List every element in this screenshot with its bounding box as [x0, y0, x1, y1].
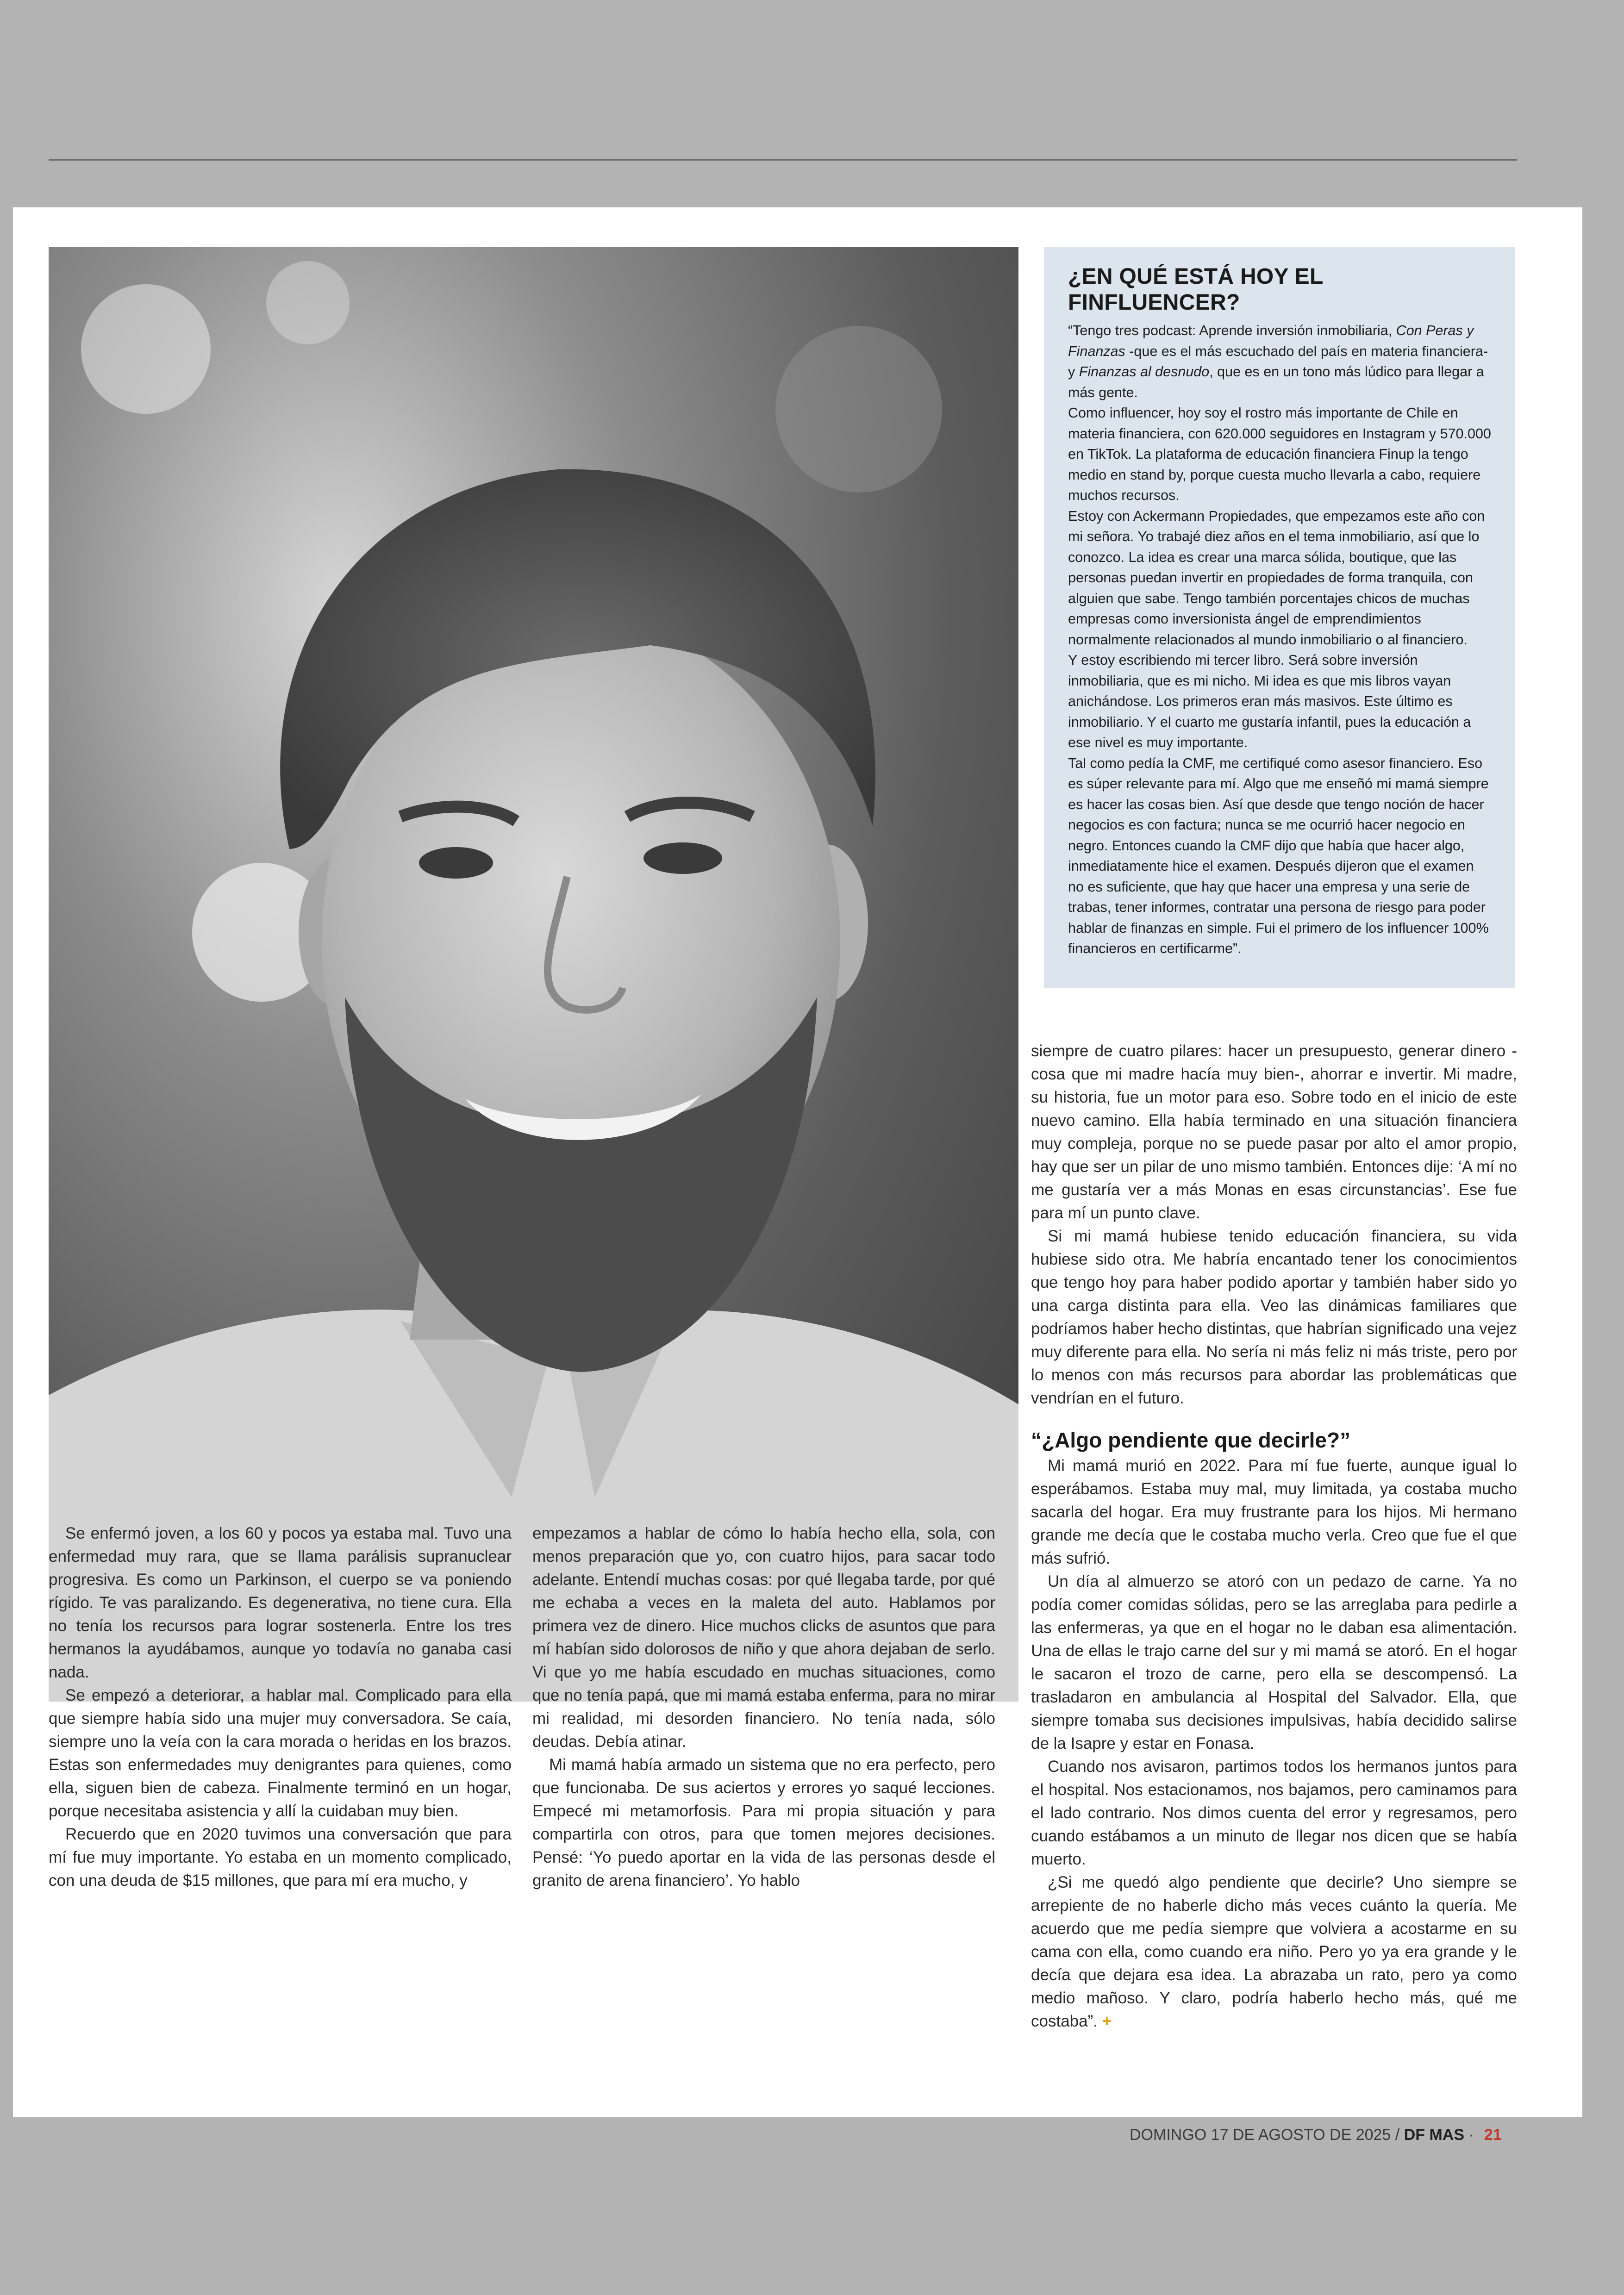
body-paragraph: Un día al almuerzo se atoró con un pedazo de carne. Ya no podía comer comidas sólidas, pero se las arreglaba para pedirle a las enfermeras, ya que en el hogar no le daban esa alimentación. Una de ellas le trajo carne del sur y mi mamá se atoró. En el hogar le sacaron el trozo de carne, pero ella se descompensó. La trasladaron en ambulancia al Hospital del Salvador. Ella, que siempre tomaba sus decisiones impulsivas, había decidido salirse de la Isapre y estar en Fonasa.	[1031, 1572, 1517, 1752]
footer-magazine: DF MAS	[1404, 2126, 1465, 2144]
sidebar-p1-e: , que es en un tono más lúdico para llegar a más gente.	[1068, 364, 1484, 400]
article-column-middle	[532, 1522, 995, 1892]
article-column-left	[49, 1522, 512, 1892]
section-subheading: “¿Algo pendiente que decirle?”	[1031, 1428, 1351, 1452]
sidebar-paragraph: Como influencer, hoy soy el rostro más importante de Chile en materia financiera, con 620.000 seguidores en Instagram y 570.000 en TikTok. La plataforma de educación financiera Finup la tengo medio en stand by, porque cuesta mucho llevarla a cabo, requiere muchos recursos.	[1068, 405, 1491, 503]
body-paragraph: Se enfermó joven, a los 60 y pocos ya estaba mal. Tuvo una enfermedad muy rara, que se llama parálisis supranuclear progresiva. Es como un Parkinson, el cuerpo se va poniendo rígido. Te vas paralizando. Es degenerativa, no tiene cura. Ella no tenía los recursos para lograr sostenerla. Entre los tres hermanos la ayudábamos, aunque yo todavía no ganaba casi nada.	[49, 1524, 512, 1681]
footer-bullet: ·	[1464, 2126, 1474, 2144]
article-column-right	[1031, 1040, 1517, 2033]
body-paragraph	[1031, 1871, 1517, 2033]
body-paragraph: Si mi mamá hubiese tenido educación financiera, su vida hubiese sido otra. Me habría encantado tener los conocimientos que tengo hoy para haber podido aportar y también haber sido yo una carga distinta para ella. Veo las dinámicas familiares que podríamos haber hecho distintas, que habrían significado una vejez muy diferente para ella. No sería ni más feliz ni más triste, pero por lo menos con más recursos para abordar las problemáticas que vendrían en el futuro.	[1031, 1227, 1517, 1407]
podcast-title-1: Con Peras y Finanzas	[1068, 323, 1474, 359]
sidebar-heading: ¿EN QUÉ ESTÁ HOY EL FINFLUENCER?	[1068, 264, 1323, 315]
sidebar-paragraph: Tal como pedía la CMF, me certifiqué como asesor financiero. Eso es súper relevante para mí. Algo que me enseñó mi mamá siempre es hacer las cosas bien. Así que desde que tengo noción de hacer negocios es con factura; nunca se me ocurrió hacer negocio en negro. Entonces cuando la CMF dijo que había que hacer algo, inmediatamente hice el examen. Después dijeron que el examen no es suficiente, que hay que hacer una empresa y una serie de trabas, tener informes, contratar una persona de riesgo para poder hablar de finanzas en simple. Fui el primero de los influencer 100% financieros en certificarme”.	[1068, 755, 1489, 956]
body-paragraph: siempre de cuatro pilares: hacer un presupuesto, generar dinero -cosa que mi madre hacía muy bien-, ahorrar e invertir. Mi madre, su historia, fue un motor para eso. Sobre todo en el inicio de este nuevo camino. Ella había terminado en una situación financiera muy compleja, porque no se puede pasar por alto el amor propio, hay que ser un pilar de uno mismo también. Entonces dije: ‘A mí no me gustaría ver a más Monas en esas circunstancias’. Ese fue para mí un punto clave.	[1031, 1042, 1517, 1222]
body-paragraph: Se empezó a deteriorar, a hablar mal. Complicado para ella que siempre había sido una mujer muy conversadora. Se caía, siempre uno la veía con la cara morada o heridas en los brazos. Estas son enfermedades muy denigrantes para quienes, como ella, siguen bien de cabeza. Finalmente terminó en un hogar, porque necesitaba asistencia y allí la cuidaban muy bien.	[49, 1686, 512, 1820]
podcast-title-2: Finanzas al desnudo	[1079, 364, 1210, 380]
sidebar-p1-a: “Tengo tres podcast: Aprende inversión inmobiliaria,	[1068, 323, 1396, 338]
body-paragraph: Cuando nos avisaron, partimos todos los hermanos juntos para el hospital. Nos estacionamos, nos bajamos, pero caminamos para el lado contrario. Nos dimos cuenta del error y regresamos, pero cuando estábamos a un minuto de llegar nos dicen que se había muerto.	[1031, 1758, 1517, 1868]
sidebar-box	[1044, 247, 1515, 988]
body-paragraph: Mi mamá había armado un sistema que no era perfecto, pero que funcionaba. De sus aciertos y errores yo saqué lecciones. Empecé mi metamorfosis. Para mi propia situación y para compartirla con otros, para que tomen mejores decisiones. Pensé: ‘Yo puedo aportar en la vida de las personas desde el granito de arena financiero’. Yo hablo	[532, 1756, 995, 1890]
closing-text: ¿Si me quedó algo pendiente que decirle? Uno siempre se arrepiente de no haberle dicho más veces cuánto la quería. Me acuerdo que me pedía siempre que volviera a acostarme en su cama con ella, como cuando era niño. Pero yo ya era grande y le decía que dejara esa idea. La abrazaba un rato, pero ya como medio mañoso. Y claro, podría haberlo hecho más, qué me costaba”.	[1031, 1873, 1517, 2030]
portrait-photo	[49, 247, 1018, 1702]
sidebar-paragraph	[1068, 320, 1491, 403]
page-number: 21	[1484, 2126, 1502, 2144]
portrait-illustration	[49, 247, 1018, 1702]
body-paragraph: empezamos a hablar de cómo lo había hecho ella, sola, con menos preparación que yo, con cuatro hijos, para sacar todo adelante. Entendí muchas cosas: por qué llegaba tarde, por qué me echaba a veces en la maleta del auto. Hablamos por primera vez de dinero. Hice muchos clicks de asuntos que para mí habían sido dolorosos de niño y que ahora dejaban de serlo. Vi que yo me había escudado en muchas situaciones, como que no tenía papá, que mi mamá estaba enferma, para no mirar mi realidad, mi desorden financiero. No tenía nada, sólo deudas. Debía atinar.	[532, 1524, 995, 1751]
body-paragraph: Mi mamá murió en 2022. Para mí fue fuerte, aunque igual lo esperábamos. Estaba muy mal, muy limitada, ya costaba mucho sacarla del hogar. Era muy frustrante para los hijos. Mi hermano grande me decía que le costaba mucho verla. Creo que fue el que más sufrió.	[1031, 1457, 1517, 1567]
body-paragraph: Recuerdo que en 2020 tuvimos una conversación que para mí fue muy importante. Yo estaba en un momento complicado, con una deuda de $15 millones, que para mí era mucho, y	[49, 1825, 512, 1890]
sidebar-paragraph: Y estoy escribiendo mi tercer libro. Será sobre inversión inmobiliaria, que es mi nicho. Mi idea es que mis libros vayan anichándose. Los primeros eran más masivos. Este último es inmobiliario. Y el cuarto me gustaría infantil, pues la educación a ese nivel es muy importante.	[1068, 652, 1471, 750]
footer-date: DOMINGO 17 DE AGOSTO DE 2025 /	[1130, 2126, 1404, 2144]
sidebar-paragraph: Estoy con Ackermann Propiedades, que empezamos este año con mi señora. Yo trabajé diez años en el tema inmobiliario, así que lo conozco. La idea es crear una marca sólida, boutique, que las personas puedan invertir en propiedades de forma tranquila, con alguien que sabe. Tengo también porcentajes chicos de muchas empresas como inversionista ángel de emprendimientos normalmente relacionados al mundo inmobiliario o al financiero.	[1068, 508, 1485, 648]
page-footer	[1130, 2126, 1502, 2144]
sidebar-p1-c: -que es el más escuchado del país en materia financiera- y	[1068, 343, 1488, 380]
top-rule	[49, 159, 1517, 161]
end-mark-icon: +	[1102, 2012, 1112, 2030]
